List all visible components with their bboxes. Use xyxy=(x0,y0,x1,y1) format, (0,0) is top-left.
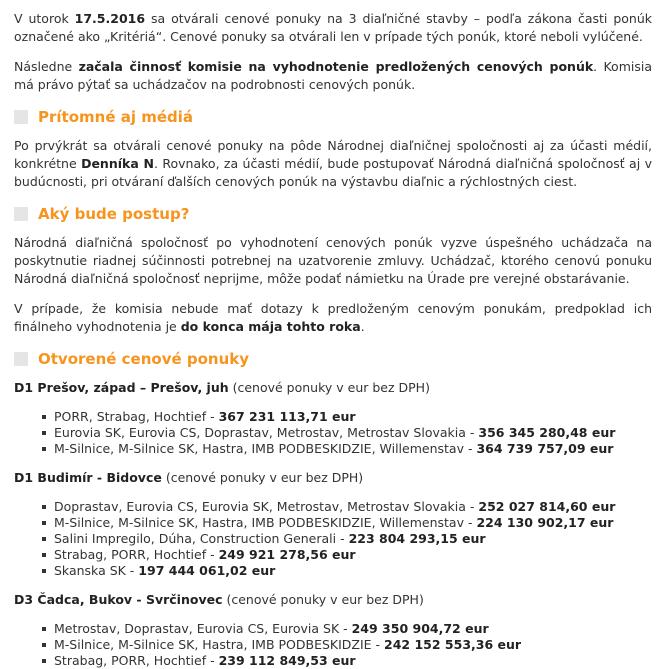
section-media-heading xyxy=(14,106,652,128)
offer-value: 242 152 553,36 eur xyxy=(384,637,522,652)
intro2-text: Následne xyxy=(14,59,79,74)
offer-list xyxy=(14,409,652,457)
offer-item xyxy=(54,637,652,653)
group-name: D3 Čadca, Bukov - Svrčinovec xyxy=(14,592,223,607)
square-bullet-icon xyxy=(14,207,28,221)
bidder-names: M-Silnice, M-Silnice SK, Hastra, IMB PODBESKIDZIE, Willemenstav - xyxy=(54,441,477,456)
intro-text-2: sa otvárali cenové ponuky na 3 diaľničné stavby – podľa zákona časti ponúk označené ako „Kritériá“. Cenové ponuky sa otvárali len v prípade tých ponúk, ktoré neboli vylúčené. xyxy=(14,11,652,44)
square-bullet-icon xyxy=(14,110,28,124)
offer-value: 364 739 757,09 eur xyxy=(476,441,614,456)
offer-value: 249 350 904,72 eur xyxy=(351,621,489,636)
offer-list xyxy=(14,499,652,579)
bidder-names: Skanska SK - xyxy=(54,563,139,578)
offer-item xyxy=(54,531,652,547)
section-ponuky-heading xyxy=(14,348,652,370)
bidder-names: Eurovia SK, Eurovia CS, Doprastav, Metrostav, Metrostav Slovakia - xyxy=(54,425,479,440)
offer-value: 356 345 280,48 eur xyxy=(478,425,616,440)
bidder-names: Strabag, PORR, Hochtief - xyxy=(54,653,219,668)
group-title xyxy=(14,379,652,397)
media-text: Po prvýkrát sa otvárali cenové ponuky na pôde Národnej diaľničnej spoločnosti aj za účasti médií, konkrétne xyxy=(14,138,652,171)
section-postup-heading xyxy=(14,203,652,225)
postup-paragraph-1: Národná diaľničná spoločnosť po vyhodnotení cenových ponúk vyzve úspešného uchádzača na poskytnutie riadnej súčinnosti potrebnej na uzatvorenie zmluvy. Uchádzač, ktorého cenovú ponuku Národná diaľničná spoločnosť neprijme, môže podať námietku na Úrade pre verejné obstarávanie. xyxy=(14,235,652,286)
offer-item xyxy=(54,425,652,441)
intro2-bold: začala činnosť komisie na vyhodnotenie predložených cenových ponúk xyxy=(78,59,594,74)
bidder-names: M-Silnice, M-Silnice SK, Hastra, IMB PODBESKIDZIE - xyxy=(54,637,385,652)
offer-item xyxy=(54,409,652,425)
postup-paragraph-2 xyxy=(14,300,652,336)
section-title: Prítomné aj médiá xyxy=(38,108,194,126)
offer-value: 252 027 814,60 eur xyxy=(478,499,616,514)
media-bold: Denníka N xyxy=(81,156,154,171)
section-title: Otvorené cenové ponuky xyxy=(38,350,250,368)
media-paragraph xyxy=(14,137,652,191)
intro-paragraph-1 xyxy=(14,10,652,46)
group-note: (cenové ponuky v eur bez DPH) xyxy=(228,380,430,395)
offer-value: 224 130 902,17 eur xyxy=(476,515,614,530)
intro-paragraph-2 xyxy=(14,58,652,94)
offer-value: 223 804 293,15 eur xyxy=(348,531,486,546)
group-name: D1 Budimír - Bidovce xyxy=(14,470,162,485)
square-bullet-icon xyxy=(14,352,28,366)
offer-item xyxy=(54,547,652,563)
media-text-2: . Rovnako, za účasti médií, bude postupovať Národná diaľničná spoločnosť aj v budúcnosti, pri otváraní ďalších cenových ponúk na výstavbu diaľnic a rýchlostných ciest. xyxy=(14,156,652,189)
bidder-names: M-Silnice, M-Silnice SK, Hastra, IMB PODBESKIDZIE, Willemenstav - xyxy=(54,515,477,530)
offer-value: 249 921 278,56 eur xyxy=(218,547,356,562)
offer-value: 197 444 061,02 eur xyxy=(138,563,276,578)
group-name: D1 Prešov, západ – Prešov, juh xyxy=(14,380,229,395)
bidder-names: Salini Impregilo, Dúha, Construction Generali - xyxy=(54,531,349,546)
postup-bold: do konca mája tohto roka xyxy=(180,319,361,334)
offer-item xyxy=(54,653,652,669)
bidder-names: Metrostav, Doprastav, Eurovia CS, Eurovia SK - xyxy=(54,621,352,636)
intro2-text-2: . Komisia má právo pýtať sa uchádzačov na podrobnosti cenových ponúk. xyxy=(14,59,652,92)
bidder-names: PORR, Strabag, Hochtief - xyxy=(54,409,219,424)
postup-text-2: . xyxy=(360,319,365,334)
bidder-names: Strabag, PORR, Hochtief - xyxy=(54,547,219,562)
offer-item xyxy=(54,515,652,531)
offer-item xyxy=(54,621,652,637)
section-title: Aký bude postup? xyxy=(38,205,190,223)
intro-date: 17.5.2016 xyxy=(74,11,146,26)
offer-list xyxy=(14,621,652,669)
group-title xyxy=(14,591,652,609)
offer-item xyxy=(54,441,652,457)
group-note: (cenové ponuky v eur bez DPH) xyxy=(222,592,424,607)
bidder-names: Doprastav, Eurovia CS, Eurovia SK, Metrostav, Metrostav Slovakia - xyxy=(54,499,479,514)
offer-item xyxy=(54,563,652,579)
offer-value: 367 231 113,71 eur xyxy=(218,409,356,424)
offer-value: 239 112 849,53 eur xyxy=(218,653,356,668)
offer-item xyxy=(54,499,652,515)
postup-text: V prípade, že komisia nebude mať dotazy k predloženým cenovým ponukám, predpoklad ich finálneho vyhodnotenia je xyxy=(14,301,652,334)
intro-text: V utorok xyxy=(14,11,75,26)
group-note: (cenové ponuky v eur bez DPH) xyxy=(161,470,364,485)
offer-groups xyxy=(14,379,652,669)
group-title xyxy=(14,469,652,487)
